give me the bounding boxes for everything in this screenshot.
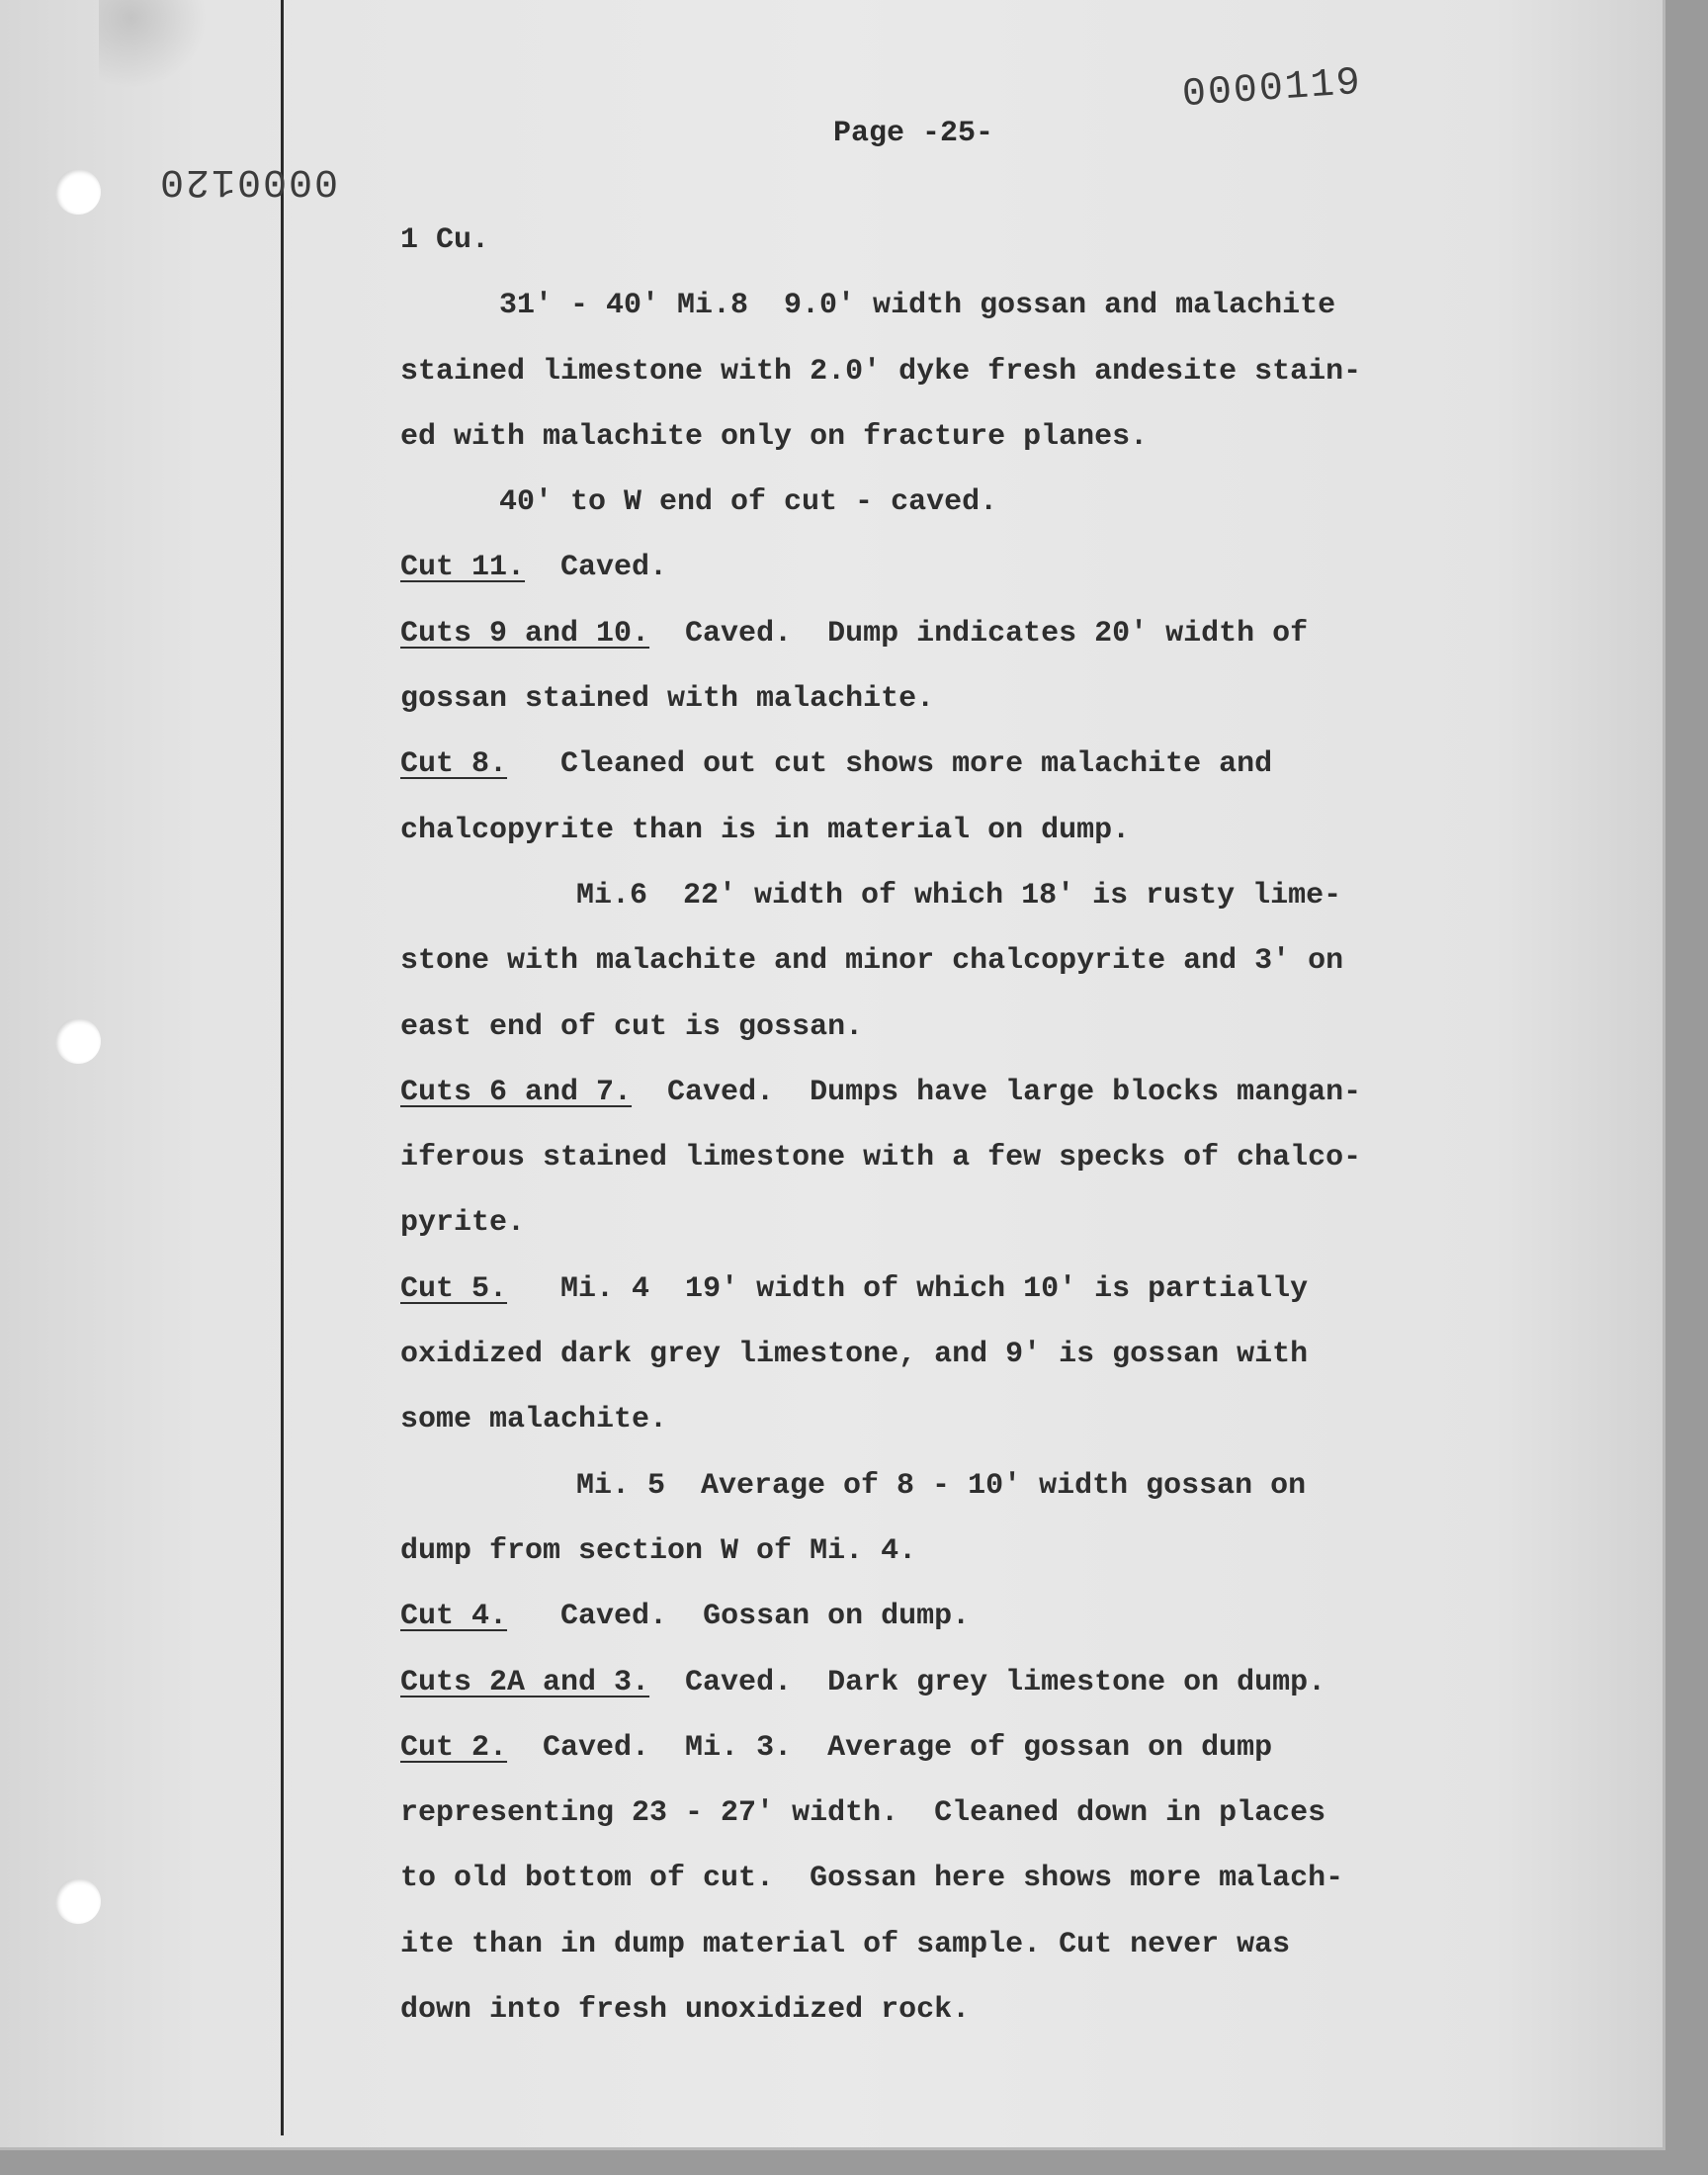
line-text: Caved. Gossan on dump. — [507, 1600, 971, 1634]
page-number-heading: Page -25- — [833, 117, 994, 150]
text-line — [400, 470, 1478, 535]
text-line — [400, 208, 1478, 273]
line-text: Caved. Dump indicates 20' width of — [649, 616, 1309, 651]
text-line — [400, 339, 1478, 404]
text-line — [400, 1584, 1478, 1649]
text-line — [400, 535, 1478, 600]
line-text: Mi.6 22' width of which 18' is rusty lime- — [576, 878, 1342, 913]
text-line — [400, 928, 1478, 994]
section-heading: Cut 5. — [400, 1271, 508, 1306]
punch-hole-icon — [55, 169, 101, 215]
section-heading: Cut 4. — [400, 1600, 508, 1634]
text-line — [400, 1322, 1478, 1387]
line-text: Caved. — [525, 551, 668, 585]
line-text: iferous stained limestone with a few specks of chalco- — [400, 1141, 1362, 1175]
line-text: Mi. 5 Average of 8 - 10' width gossan on — [576, 1468, 1307, 1503]
line-text: dump from section W of Mi. 4. — [400, 1533, 917, 1568]
line-text: Caved. Dumps have large blocks mangan- — [632, 1075, 1362, 1109]
text-line — [400, 1453, 1478, 1519]
line-text: Caved. Mi. 3. Average of gossan on dump — [507, 1730, 1273, 1765]
line-text: down into fresh unoxidized rock. — [400, 1993, 971, 2028]
line-text: Mi. 4 19' width of which 10' is partially — [507, 1271, 1309, 1306]
document-body — [400, 208, 1478, 2043]
line-text: 40' to W end of cut - caved. — [499, 485, 998, 520]
text-line — [400, 1781, 1478, 1846]
section-heading: Cut 8. — [400, 747, 508, 782]
section-heading: Cuts 6 and 7. — [400, 1075, 633, 1109]
section-heading: Cuts 9 and 10. — [400, 616, 650, 651]
text-line — [400, 1060, 1478, 1125]
line-text: chalcopyrite than is in material on dump. — [400, 813, 1131, 847]
line-text: east end of cut is gossan. — [400, 1009, 864, 1044]
line-text: stained limestone with 2.0' dyke fresh andesite stain- — [400, 354, 1362, 389]
bates-number-top: 0000119 — [1180, 60, 1364, 119]
section-heading: Cuts 2A and 3. — [400, 1665, 650, 1699]
text-line — [400, 1190, 1478, 1256]
bates-number-left: 0000120 — [158, 158, 339, 203]
margin-rule — [281, 0, 284, 2135]
line-text: oxidized dark grey limestone, and 9' is gossan with — [400, 1338, 1309, 1372]
text-line — [400, 1977, 1478, 2043]
text-line — [400, 1519, 1478, 1584]
text-line — [400, 1387, 1478, 1452]
section-heading: Cut 11. — [400, 551, 526, 585]
text-line — [400, 732, 1478, 797]
line-text: to old bottom of cut. Gossan here shows more malach- — [400, 1862, 1344, 1896]
text-line — [400, 995, 1478, 1060]
text-line — [400, 1257, 1478, 1322]
text-line — [400, 404, 1478, 470]
line-text: stone with malachite and minor chalcopyrite and 3' on — [400, 944, 1344, 979]
text-line — [400, 1715, 1478, 1781]
line-text: representing 23 - 27' width. Cleaned down in places — [400, 1796, 1326, 1831]
text-line — [400, 863, 1478, 928]
text-line — [400, 601, 1478, 666]
line-text: gossan stained with malachite. — [400, 682, 935, 717]
text-line — [400, 1650, 1478, 1715]
text-line — [400, 798, 1478, 863]
text-line — [400, 1912, 1478, 1977]
text-line — [400, 1846, 1478, 1911]
line-text: ite than in dump material of sample. Cut never was — [400, 1927, 1291, 1961]
text-line — [400, 273, 1478, 338]
text-line — [400, 1125, 1478, 1190]
line-text: 1 Cu. — [400, 223, 490, 257]
line-text: ed with malachite only on fracture planes. — [400, 419, 1149, 454]
punch-hole-icon — [55, 1018, 101, 1064]
paper-smudge — [99, 0, 208, 89]
section-heading: Cut 2. — [400, 1730, 508, 1765]
punch-hole-icon — [55, 1878, 101, 1924]
text-line — [400, 666, 1478, 732]
line-text: pyrite. — [400, 1206, 526, 1241]
line-text: Caved. Dark grey limestone on dump. — [649, 1665, 1326, 1699]
line-text: Cleaned out cut shows more malachite and — [507, 747, 1273, 782]
line-text: some malachite. — [400, 1403, 668, 1437]
line-text: 31' - 40' Mi.8 9.0' width gossan and malachite — [499, 289, 1336, 323]
